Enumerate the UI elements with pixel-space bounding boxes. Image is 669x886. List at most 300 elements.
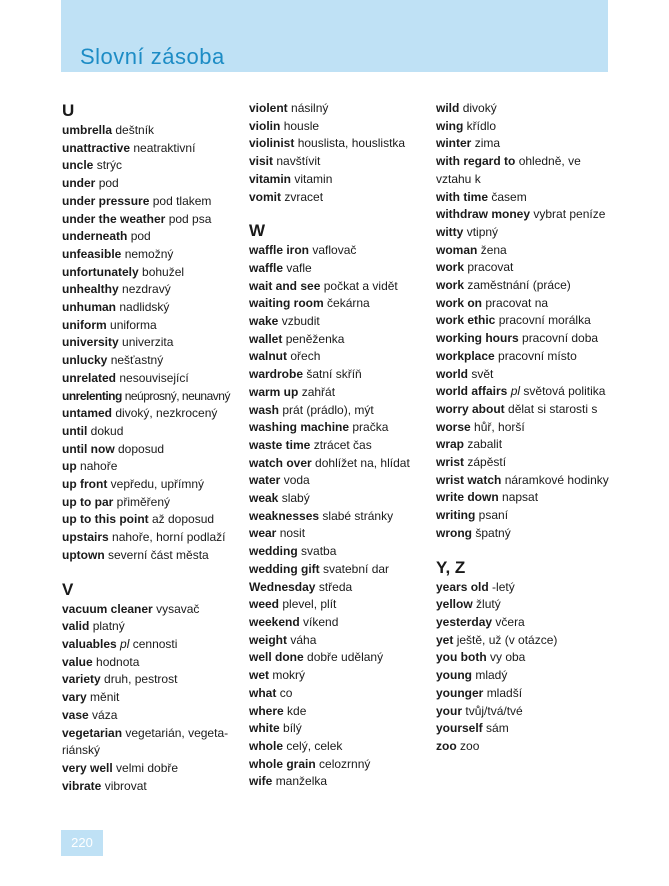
headword: valid xyxy=(62,619,90,634)
translation: nadlidský xyxy=(119,300,170,315)
translation: pračka xyxy=(352,420,389,435)
vocab-entry xyxy=(62,175,242,193)
translation: vibrovat xyxy=(104,778,147,793)
vocab-entry xyxy=(436,259,616,277)
vocab-entry xyxy=(436,703,616,721)
headword: unhealthy xyxy=(62,282,119,297)
vocab-entry xyxy=(436,649,616,667)
headword: uniform xyxy=(62,317,107,332)
headword: under the weather xyxy=(62,211,166,226)
translation: vafle xyxy=(286,260,312,275)
translation: zaměstnání (práce) xyxy=(467,278,571,293)
translation: vysavač xyxy=(156,601,200,616)
translation: zima xyxy=(474,136,501,151)
column-3 xyxy=(436,100,616,756)
vocab-entry xyxy=(62,352,242,370)
vocab-entry xyxy=(249,135,429,153)
translation: ořech xyxy=(290,349,321,364)
translation: kde xyxy=(287,703,307,718)
headword: visit xyxy=(249,154,274,169)
translation: zoo xyxy=(460,738,480,753)
vocab-entry xyxy=(249,455,429,473)
vocab-entry xyxy=(62,370,242,388)
headword: worry about xyxy=(436,401,505,416)
headword: weed xyxy=(249,597,280,612)
headword: uncle xyxy=(62,158,94,173)
headword: wedding gift xyxy=(249,561,320,576)
headword: work ethic xyxy=(436,313,496,328)
vocab-entry xyxy=(62,511,242,529)
vocab-entry xyxy=(62,264,242,282)
vocab-entry xyxy=(62,122,242,140)
headword: wrist xyxy=(436,455,465,470)
headword: vitamin xyxy=(249,171,292,186)
headword: water xyxy=(249,473,281,488)
translation: mladší xyxy=(486,685,523,700)
headword: younger xyxy=(436,685,484,700)
translation: křídlo xyxy=(466,118,497,133)
entry-list-w xyxy=(249,242,429,791)
translation: hůř, horší xyxy=(474,419,525,434)
translation: dokud xyxy=(90,423,124,438)
vocab-entry xyxy=(62,494,242,512)
headword: wait and see xyxy=(249,278,321,293)
headword: up front xyxy=(62,477,108,492)
translation: dohlížet na, hlídat xyxy=(315,455,410,470)
translation: násilný xyxy=(291,101,329,115)
translation: nosit xyxy=(279,526,306,541)
entry-list-u xyxy=(62,122,242,565)
translation: vztahu k xyxy=(436,171,481,186)
headword: until now xyxy=(62,441,115,456)
vocab-entry xyxy=(436,436,616,454)
translation: víkend xyxy=(303,614,339,629)
translation: vzbudit xyxy=(281,314,320,329)
translation: šatní skříň xyxy=(306,367,362,382)
vocab-entry xyxy=(436,242,616,260)
vocab-entry xyxy=(62,529,242,547)
translation: voda xyxy=(283,473,310,488)
vocab-entry xyxy=(436,135,616,153)
headword: unfeasible xyxy=(62,246,122,261)
vocab-entry xyxy=(62,707,242,725)
translation: psaní xyxy=(478,508,509,523)
translation: svatební dar xyxy=(323,561,390,576)
headword: whole xyxy=(249,738,284,753)
vocab-entry xyxy=(249,118,429,136)
vocab-entry xyxy=(436,153,616,171)
translation: celozrnný xyxy=(319,756,371,771)
vocab-entry xyxy=(249,614,429,632)
headword: whole grain xyxy=(249,756,316,771)
vocab-entry xyxy=(249,596,429,614)
entry-list-w-cont xyxy=(436,100,616,543)
translation: slabý xyxy=(281,491,310,506)
vocab-entry xyxy=(249,756,429,774)
headword: wing xyxy=(436,118,464,133)
headword: wallet xyxy=(249,331,283,346)
translation: žlutý xyxy=(476,597,501,612)
translation: ohledně, ve xyxy=(518,154,581,169)
column-2 xyxy=(249,100,429,791)
vocab-entry xyxy=(249,667,429,685)
vocab-entry xyxy=(249,100,429,118)
translation: pracovat na xyxy=(485,295,549,310)
vocab-entry xyxy=(436,383,616,401)
headword: wife xyxy=(249,774,273,789)
vocab-entry xyxy=(436,295,616,313)
vocab-entry xyxy=(62,334,242,352)
vocab-entry xyxy=(249,773,429,791)
vocab-entry xyxy=(62,388,242,406)
vocab-entry xyxy=(436,596,616,614)
translation: navštívit xyxy=(276,154,321,169)
vocab-entry xyxy=(249,331,429,349)
vocab-entry xyxy=(436,401,616,419)
translation: zvracet xyxy=(284,189,324,204)
headword: young xyxy=(436,668,472,683)
headword: under pressure xyxy=(62,193,150,208)
translation: pracovní doba xyxy=(522,331,599,346)
entry-list-v-cont xyxy=(249,100,429,206)
translation: dělat si starosti s xyxy=(508,401,598,416)
plural-marker: pl xyxy=(120,636,130,651)
headword: withdraw money xyxy=(436,207,531,222)
vocab-entry xyxy=(249,525,429,543)
headword: weak xyxy=(249,491,279,506)
vocab-entry xyxy=(436,206,616,224)
vocab-entry xyxy=(436,632,616,650)
translation: pracovní místo xyxy=(498,348,577,363)
vocab-entry xyxy=(249,508,429,526)
vocab-entry xyxy=(249,260,429,278)
vocab-entry xyxy=(436,579,616,597)
vocab-entry xyxy=(249,278,429,296)
translation: manželka xyxy=(275,774,328,789)
vocab-entry xyxy=(436,366,616,384)
vocab-entry xyxy=(62,246,242,264)
vocab-entry xyxy=(62,441,242,459)
headword: work on xyxy=(436,295,483,310)
translation: svatba xyxy=(301,544,337,559)
translation: pod psa xyxy=(168,211,212,226)
headword: wardrobe xyxy=(249,367,304,382)
translation: žena xyxy=(480,242,507,257)
vocab-entry xyxy=(62,689,242,707)
headword: vegetarian xyxy=(62,725,123,740)
headword: vomit xyxy=(249,189,282,204)
translation: váha xyxy=(290,632,317,647)
headword: unrelenting xyxy=(62,388,122,403)
translation: včera xyxy=(495,614,525,629)
headword: untamed xyxy=(62,406,113,421)
translation: pod tlakem xyxy=(152,193,212,208)
vocab-entry xyxy=(436,454,616,472)
headword: underneath xyxy=(62,229,128,244)
vocab-entry xyxy=(62,317,242,335)
translation: peněženka xyxy=(285,331,345,346)
headword: white xyxy=(249,721,280,736)
headword: worse xyxy=(436,419,471,434)
section-letter-w: W xyxy=(249,221,266,241)
headword: waffle iron xyxy=(249,243,310,258)
translation: zápěstí xyxy=(467,455,507,470)
vocab-entry xyxy=(436,614,616,632)
translation: čekárna xyxy=(327,296,370,311)
headword: up to par xyxy=(62,494,114,509)
headword: witty xyxy=(436,224,464,239)
headword: uptown xyxy=(62,547,105,562)
vocab-entry xyxy=(62,547,242,565)
vocab-entry xyxy=(436,100,616,118)
vocab-entry xyxy=(62,654,242,672)
headword: upstairs xyxy=(62,530,109,545)
vocab-entry xyxy=(249,720,429,738)
headword: walnut xyxy=(249,349,287,364)
page-number: 220 xyxy=(61,830,103,856)
headword: woman xyxy=(436,242,478,257)
translation: plevel, plít xyxy=(282,597,337,612)
headword: yesterday xyxy=(436,614,493,629)
vocab-entry xyxy=(436,330,616,348)
headword: up xyxy=(62,459,77,474)
translation: druh, pestrost xyxy=(104,672,178,687)
headword: write down xyxy=(436,490,499,505)
headword: yet xyxy=(436,632,454,647)
translation: nahoře, horní podlaží xyxy=(112,530,226,545)
vocab-entry xyxy=(249,153,429,171)
vocab-entry xyxy=(62,140,242,158)
section-letter-u: U xyxy=(62,101,75,120)
headword: unrelated xyxy=(62,370,117,385)
vocab-entry xyxy=(62,742,242,760)
translation: ztrácet čas xyxy=(313,437,372,452)
headword: well done xyxy=(249,650,304,665)
headword: unfortunately xyxy=(62,264,139,279)
headword: waffle xyxy=(249,260,284,275)
headword: unlucky xyxy=(62,353,108,368)
headword: until xyxy=(62,423,88,438)
vocab-entry xyxy=(436,738,616,756)
translation: velmi dobře xyxy=(116,760,179,775)
page-title: Slovní zásoba xyxy=(80,44,225,69)
vocab-entry xyxy=(436,189,616,207)
headword: work xyxy=(436,278,465,293)
vocab-entry xyxy=(62,760,242,778)
translation: přiměřený xyxy=(116,494,171,509)
headword: warm up xyxy=(249,384,299,399)
headword: unattractive xyxy=(62,140,131,155)
vocab-entry xyxy=(249,685,429,703)
headword: years old xyxy=(436,579,489,594)
vocab-entry xyxy=(436,685,616,703)
headword: unhuman xyxy=(62,300,116,315)
translation: nesouvisející xyxy=(119,370,189,385)
translation: náramkové hodinky xyxy=(504,472,609,487)
headword: writing xyxy=(436,508,476,523)
vocab-entry xyxy=(436,507,616,525)
translation: houslista, houslistka xyxy=(297,136,406,151)
vocab-entry xyxy=(62,281,242,299)
translation: nahoře xyxy=(80,459,118,474)
headword: working hours xyxy=(436,331,519,346)
vocab-entry xyxy=(62,157,242,175)
translation: pracovat xyxy=(467,260,514,275)
plural-marker: pl xyxy=(510,384,521,399)
translation: platný xyxy=(92,619,125,634)
vocab-entry xyxy=(62,601,242,619)
vocab-entry xyxy=(249,384,429,402)
vocab-entry xyxy=(62,671,242,689)
translation: housle xyxy=(283,118,320,133)
headword: with time xyxy=(436,189,489,204)
translation: vtipný xyxy=(466,224,499,239)
translation: neúprosný, neunavný xyxy=(124,388,230,403)
translation: uniforma xyxy=(110,317,157,332)
translation: pod xyxy=(130,229,151,244)
vocab-entry xyxy=(249,437,429,455)
section-letter-yz: Y, Z xyxy=(436,557,466,577)
headword: very well xyxy=(62,760,113,775)
translation: měnit xyxy=(90,690,120,705)
translation: strýc xyxy=(96,158,123,173)
translation: mladý xyxy=(475,668,508,683)
translation: doposud xyxy=(118,441,165,456)
vocab-entry xyxy=(62,228,242,246)
translation: vy oba xyxy=(490,650,526,665)
headword: up to this point xyxy=(62,512,149,527)
vocab-entry xyxy=(62,476,242,494)
translation: hodnota xyxy=(96,654,140,669)
translation: celý, celek xyxy=(286,738,343,753)
translation: tvůj/tvá/tvé xyxy=(465,703,523,718)
vocab-entry xyxy=(62,211,242,229)
vocab-entry xyxy=(249,242,429,260)
headword: with regard to xyxy=(436,154,516,169)
vocab-entry xyxy=(249,171,429,189)
vocab-entry xyxy=(436,277,616,295)
translation: nemožný xyxy=(124,246,174,261)
translation: váza xyxy=(92,707,118,722)
headword: vibrate xyxy=(62,778,102,793)
headword: wrap xyxy=(436,437,465,452)
translation: sám xyxy=(486,721,509,736)
translation: napsat xyxy=(502,490,539,505)
vocab-entry xyxy=(436,720,616,738)
headword: world affairs xyxy=(436,384,508,399)
headword: Wednesday xyxy=(249,579,316,594)
translation: zahřát xyxy=(301,384,336,399)
headword: waste time xyxy=(249,437,311,452)
vocab-entry xyxy=(62,636,242,654)
headword: work xyxy=(436,260,465,275)
translation: divoký, nezkrocený xyxy=(115,406,218,421)
translation: nezdravý xyxy=(122,282,171,297)
vocab-entry xyxy=(62,423,242,441)
headword: wet xyxy=(249,668,270,683)
translation: nešťastný xyxy=(110,353,164,368)
vocab-entry xyxy=(249,366,429,384)
headword: world xyxy=(436,366,468,381)
translation: časem xyxy=(491,189,527,204)
vocab-entry xyxy=(249,490,429,508)
headword: variety xyxy=(62,672,101,687)
vocab-entry xyxy=(436,224,616,242)
headword: yourself xyxy=(436,721,483,736)
vocab-entry xyxy=(249,295,429,313)
translation: bílý xyxy=(283,721,302,736)
translation: prát (prádlo), mýt xyxy=(282,402,374,417)
headword: wear xyxy=(249,526,277,541)
translation: bohužel xyxy=(142,264,185,279)
vocab-entry xyxy=(62,193,242,211)
vocab-entry xyxy=(249,703,429,721)
translation: dobře udělaný xyxy=(307,650,384,665)
entry-list-yz xyxy=(436,579,616,756)
headword: wedding xyxy=(249,544,298,559)
headword: umbrella xyxy=(62,123,113,137)
headword: vacuum cleaner xyxy=(62,601,153,616)
translation: slabé stránky xyxy=(322,508,394,523)
vocab-entry xyxy=(436,667,616,685)
translation: divoký xyxy=(462,101,497,115)
translation: středa xyxy=(318,579,353,594)
vocab-entry xyxy=(249,543,429,561)
vocab-entry xyxy=(249,313,429,331)
vocab-entry xyxy=(62,618,242,636)
vocab-entry xyxy=(249,649,429,667)
translation: -letý xyxy=(492,579,515,594)
translation: riánský xyxy=(62,743,101,758)
vocab-entry xyxy=(62,299,242,317)
translation: univerzita xyxy=(122,335,174,350)
vocab-entry xyxy=(249,579,429,597)
translation: špatný xyxy=(475,525,511,540)
vocab-entry xyxy=(249,472,429,490)
vocab-entry xyxy=(249,348,429,366)
headword: weekend xyxy=(249,614,300,629)
vocab-entry xyxy=(436,118,616,136)
translation: cennosti xyxy=(132,636,178,651)
headword: where xyxy=(249,703,284,718)
headword: washing machine xyxy=(249,420,350,435)
translation: zabalit xyxy=(467,437,503,452)
headword: wild xyxy=(436,101,460,115)
headword: violin xyxy=(249,118,281,133)
headword: violent xyxy=(249,101,288,115)
translation: deštník xyxy=(115,123,155,137)
headword: vary xyxy=(62,690,87,705)
translation: vegetarián, vegeta- xyxy=(125,725,229,740)
headword: valuables xyxy=(62,636,117,651)
translation: vepředu, upřímný xyxy=(110,477,205,492)
headword: wrong xyxy=(436,525,472,540)
vocab-entry xyxy=(249,738,429,756)
column-1 xyxy=(62,100,242,795)
translation: pod xyxy=(98,176,119,191)
vocab-entry xyxy=(62,405,242,423)
headword: value xyxy=(62,654,93,669)
translation: počkat a vidět xyxy=(323,278,398,293)
vocab-entry xyxy=(436,472,616,490)
headword: weight xyxy=(249,632,287,647)
headword: vase xyxy=(62,707,89,722)
headword: your xyxy=(436,703,463,718)
vocab-entry xyxy=(62,458,242,476)
section-letter-v: V xyxy=(62,579,74,599)
vocab-entry xyxy=(436,419,616,437)
translation: vybrat peníze xyxy=(533,207,606,222)
